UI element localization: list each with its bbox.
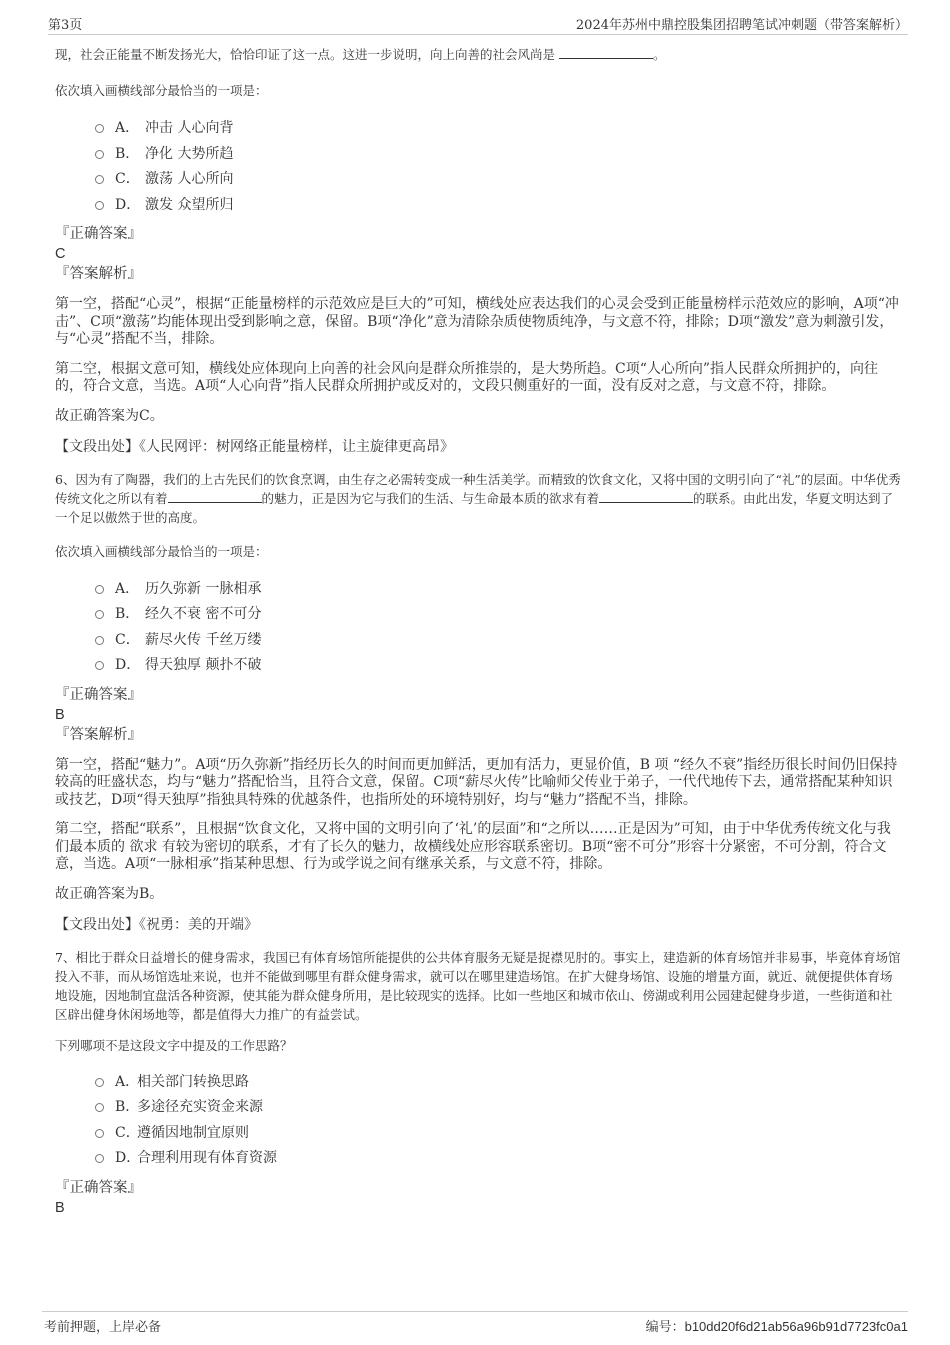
option-letter: D．	[115, 1150, 141, 1166]
option-a[interactable]	[55, 1070, 902, 1096]
option-letter: C．	[115, 171, 140, 187]
radio-button[interactable]	[95, 585, 104, 594]
question-7-options	[55, 1070, 902, 1172]
analysis-paragraph: 第二空，根据文意可知，横线处应体现向上向善的社会风向是群众所推崇的，是大势所趋。C项“人心所向”指人民群众所拥护的，向往的，符合文意，当选。A项“人心向背”指人民群众所拥护或反对的，文段只侧重好的一面，没有反对之意，与文意不符，排除。	[55, 360, 879, 394]
question-6-stem-text: 6、因为有了陶器，我们的上古先民们的饮食烹调，由生存之必需转变成一种生活美学。而精致的饮食文化，又将中国的文明引向了“礼”的层面。中华优秀传统文化之所以有着	[55, 471, 901, 506]
page-number: 第3页	[48, 18, 83, 33]
option-b[interactable]	[55, 602, 902, 628]
radio-button[interactable]	[95, 636, 104, 645]
option-text: 净化 大势所趋	[145, 145, 234, 162]
radio-button[interactable]	[95, 1129, 104, 1138]
option-text: 多途径充实资金来源	[137, 1099, 263, 1115]
question-5-prompt: 依次填入画横线部分最恰当的一项是：	[55, 83, 268, 98]
option-text: 冲击 人心向背	[145, 120, 234, 136]
option-letter: D．	[115, 196, 141, 213]
correct-answer: C	[55, 246, 66, 262]
page-footer	[42, 1311, 908, 1334]
source-citation: 【文段出处】《人民网评：树网络正能量榜样，让主旋律更高昂》	[55, 439, 454, 455]
analysis-conclusion: 故正确答案为C。	[55, 407, 164, 424]
option-c[interactable]	[55, 1121, 902, 1147]
correct-answer-label: 『正确答案』	[55, 226, 142, 242]
analysis-conclusion: 故正确答案为B。	[55, 885, 164, 902]
analysis-paragraph: 第一空，搭配“魅力”。A项“历久弥新”指经历长久的时间而更加鲜活，更加有活力，更显价值，B 项 “经久不衰”指经历很长时间仍旧保持较高的旺盛状态，均与“魅力”搭配恰当，且符合文意，保留。C项“薪尽火传”比喻师父传业于弟子，一代代地传下去，通常搭配某种知识或技艺，D项“得天独厚”指独具特殊的优越条件，也指所处的环境特别好，均与“魅力”搭配不当，排除。	[55, 756, 898, 808]
radio-button[interactable]	[95, 124, 104, 133]
option-b[interactable]	[55, 1095, 902, 1121]
option-letter: C．	[115, 1124, 140, 1141]
option-text: 遵循因地制宜原则	[137, 1124, 249, 1141]
radio-button[interactable]	[95, 661, 104, 670]
option-d[interactable]	[55, 193, 902, 219]
question-6-prompt: 依次填入画横线部分最恰当的一项是：	[55, 543, 268, 559]
radio-button[interactable]	[95, 1078, 104, 1087]
option-text: 激荡 人心所向	[145, 171, 234, 187]
correct-answer-label: 『正确答案』	[55, 1179, 142, 1196]
option-text: 合理利用现有体育资源	[137, 1150, 277, 1166]
analysis-paragraph: 第二空，搭配“联系”，且根据“饮食文化，又将中国的文明引向了‘礼’的层面”和“之所以……正是因为”可知，由于中华优秀传统文化与我们最本质的 欲求 有较为密切的联系，才有了长久的魅力，故横线处应形容联系密切。B项“密不可分”形容十分紧密，不可分割，符合文意，当选。A项“一脉相承”指某种思想、行为或学说之间有继承关系，与文意不符，排除。	[55, 821, 891, 872]
option-text: 历久弥新 一脉相承	[145, 580, 262, 597]
question-6-options	[55, 577, 902, 679]
question-7-prompt: 下列哪项不是这段文字中提及的工作思路？	[55, 1037, 293, 1053]
option-letter: A．	[115, 1073, 140, 1090]
option-text: 得天独厚 颠扑不破	[145, 657, 262, 673]
radio-button[interactable]	[95, 1154, 104, 1163]
answer-blank	[168, 490, 262, 503]
option-letter: D．	[115, 657, 141, 673]
radio-button[interactable]	[95, 1103, 104, 1112]
answer-blank	[599, 490, 693, 503]
correct-answer-label: 『正确答案』	[55, 686, 142, 703]
option-text: 相关部门转换思路	[137, 1073, 249, 1090]
option-b[interactable]	[55, 142, 902, 168]
question-5-options	[55, 116, 902, 218]
radio-button[interactable]	[95, 610, 104, 619]
option-d[interactable]	[55, 1146, 902, 1172]
analysis-label: 『答案解析』	[55, 726, 142, 743]
footer-slogan: 考前押题，上岸必备	[44, 1320, 162, 1335]
option-a[interactable]	[55, 577, 902, 603]
analysis-paragraph: 第一空，搭配“心灵”，根据“正能量榜样的示范效应是巨大的”可知，横线处应表达我们的心灵会受到正能量榜样示范效应的影响，A项“冲击”、C项“激荡”均能体现出受到影响之意，保留。B项“净化”意为清除杂质使物质纯净，与文意不符，排除；D项“激发”意为刺激引发，与“心灵”搭配不当，排除。	[55, 296, 899, 347]
radio-button[interactable]	[95, 201, 104, 210]
page-content	[55, 42, 902, 1218]
option-c[interactable]	[55, 167, 902, 193]
question-6-stem-text: 的魅力，正是因为它与我们的生活、与生命最本质的欲求有着	[261, 490, 600, 506]
option-text: 薪尽火传 千丝万缕	[145, 631, 262, 648]
source-citation: 【文段出处】《祝勇：美的开端》	[55, 917, 258, 933]
question-5-stem-end: 。	[653, 47, 666, 62]
answer-blank	[559, 46, 653, 59]
option-c[interactable]	[55, 628, 902, 654]
page-header	[48, 14, 908, 35]
option-letter: C．	[115, 631, 140, 648]
option-letter: A．	[115, 580, 140, 597]
option-letter: B．	[115, 606, 140, 622]
question-5-stem-tail	[55, 45, 902, 64]
correct-answer: B	[55, 1199, 65, 1216]
option-a[interactable]	[55, 116, 902, 142]
question-5-stem-text: 现，社会正能量不断发扬光大，恰恰印证了这一点。这进一步说明，向上向善的社会风尚是	[55, 47, 556, 62]
document-code: 编号：b10dd20f6d21ab56a96b91d7723fc0a1	[645, 1319, 908, 1334]
radio-button[interactable]	[95, 150, 104, 159]
option-text: 经久不衰 密不可分	[145, 606, 262, 622]
question-6-stem	[55, 470, 902, 527]
option-d[interactable]	[55, 653, 902, 679]
correct-answer: B	[55, 706, 65, 723]
analysis-label: 『答案解析』	[55, 266, 142, 282]
option-letter: A．	[115, 120, 140, 136]
option-letter: B．	[115, 1099, 140, 1115]
question-7-stem: 7、相比于群众日益增长的健身需求，我国已有体育场馆所能提供的公共体育服务无疑是捉襟见肘的。事实上，建造新的体育场馆并非易事，毕竟体育场馆投入不菲，而从场馆选址来说，也并不能做到哪里有群众健身需求，就可以在哪里建造场馆。在扩大健身场馆、设施的增量方面，就近、就便提供体育场地设施，因地制宜盘活各种资源，使其能为群众健身所用，是比较现实的选择。比如一些地区和城市依山、傍湖或利用公园建起健身步道，一些街道和社区辟出健身休闲场地等，都是值得大力推广的有益尝试。	[55, 949, 901, 1022]
question-6-stem-text: 的联系。由此出发，华夏文明达到了一个足以傲然于世的高度。	[55, 490, 894, 525]
option-text: 激发 众望所归	[145, 196, 234, 213]
radio-button[interactable]	[95, 175, 104, 184]
document-title: 2024年苏州中鼎控股集团招聘笔试冲刺题（带答案解析）	[575, 18, 908, 33]
option-letter: B．	[115, 145, 140, 162]
